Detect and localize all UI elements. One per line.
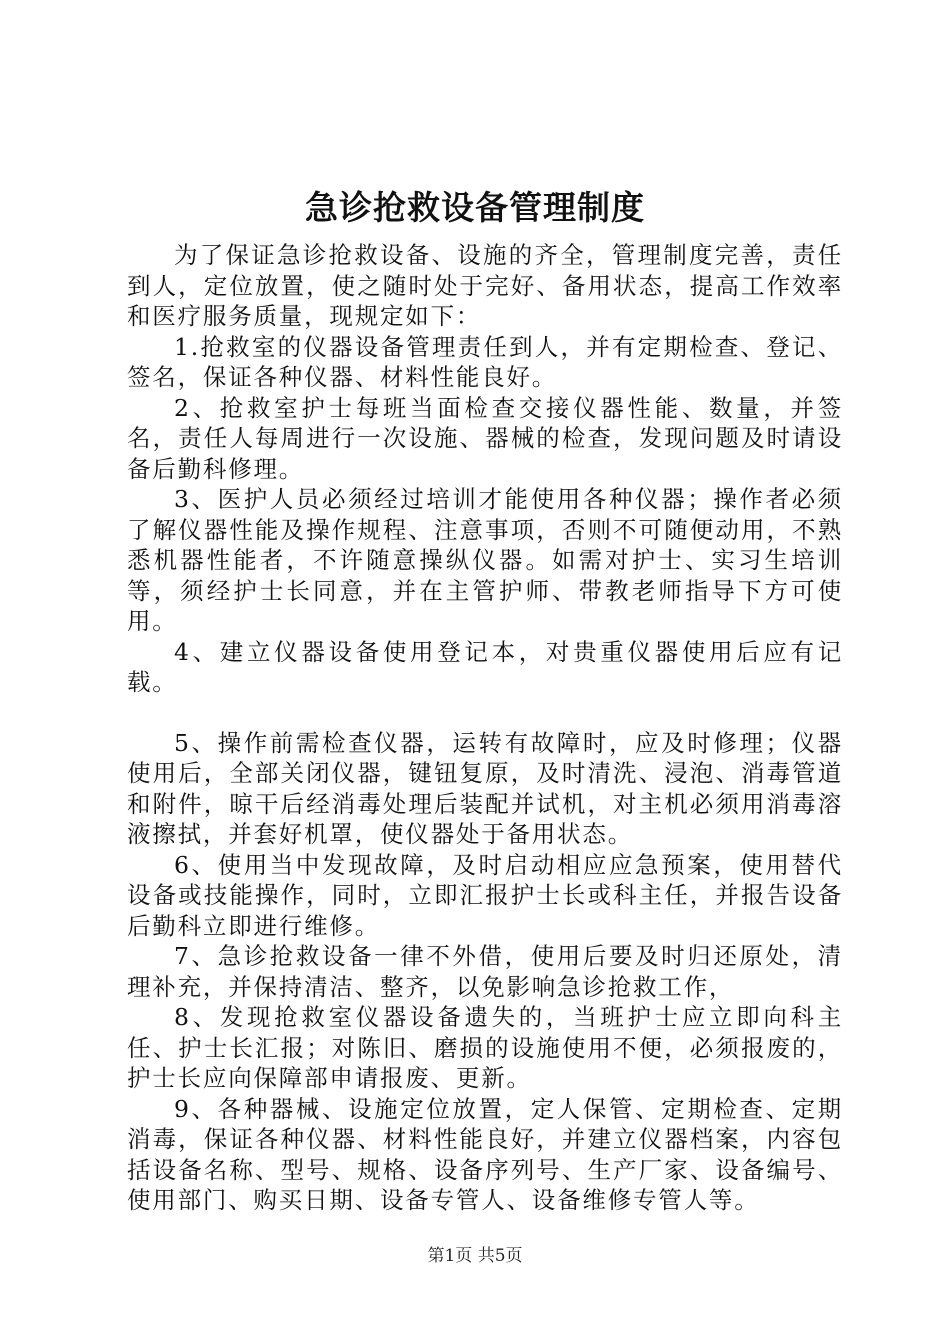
paragraph-item-9: 9、各种器械、设施定位放置，定人保管、定期检查、定期消毒，保证各种仪器、材料性能良好，并建立仪器档案，内容包括设备名称、型号、规格、设备序列号、生产厂家、设备编号、使用部门、购买日期、设备专管人、设备维修专管人等。 bbox=[127, 1094, 843, 1214]
paragraph-item-3: 3、医护人员必须经过培训才能使用各种仪器；操作者必须了解仪器性能及操作规程、注意事项，否则不可随便动用，不熟悉机器性能者，不许随意操纵仪器。如需对护士、实习生培训等，须经护士长同意，并在主管护师、带教老师指导下方可使用。 bbox=[127, 485, 843, 635]
paragraph-item-4: 4、建立仪器设备使用登记本，对贵重仪器使用后应有记载。 bbox=[127, 637, 843, 696]
page-number-footer: 第1页 共5页 bbox=[427, 1246, 523, 1266]
paragraph-item-8: 8、发现抢救室仪器设备遗失的，当班护士应立即向科主任、护士长汇报；对陈旧、磨损的设施使用不便，必须报废的，护士长应向保障部申请报废、更新。 bbox=[127, 1003, 843, 1092]
document-title: 急诊抢救设备管理制度 bbox=[305, 188, 645, 227]
paragraph-item-6: 6、使用当中发现故障，及时启动相应应急预案，使用替代设备或技能操作，同时，立即汇报护士长或科主任，并报告设备后勤科立即进行维修。 bbox=[127, 850, 843, 940]
paragraph-item-5: 5、操作前需检查仪器，运转有故障时，应及时修理；仪器使用后，全部关闭仪器，键钮复原，及时清洗、浸泡、消毒管道和附件，晾干后经消毒处理后装配并试机，对主机必须用消毒溶液擦拭，并套好机罩，使仪器处于备用状态。 bbox=[127, 728, 843, 848]
paragraph-item-1: 1.抢救室的仪器设备管理责任到人，并有定期检查、登记、签名，保证各种仪器、材料性能良好。 bbox=[127, 332, 843, 391]
document-body bbox=[127, 240, 843, 1216]
paragraph-intro: 为了保证急诊抢救设备、设施的齐全，管理制度完善，责任到人，定位放置，使之随时处于完好、备用状态，提高工作效率和医疗服务质量，现规定如下： bbox=[127, 241, 843, 330]
paragraph-item-2: 2、抢救室护士每班当面检查交接仪器性能、数量，并签名，责任人每周进行一次设施、器械的检查，发现问题及时请设备后勤科修理。 bbox=[127, 393, 843, 483]
paragraph-item-7: 7、急诊抢救设备一律不外借，使用后要及时归还原处，清理补充，并保持清洁、整齐，以免影响急诊抢救工作， bbox=[127, 942, 843, 1001]
